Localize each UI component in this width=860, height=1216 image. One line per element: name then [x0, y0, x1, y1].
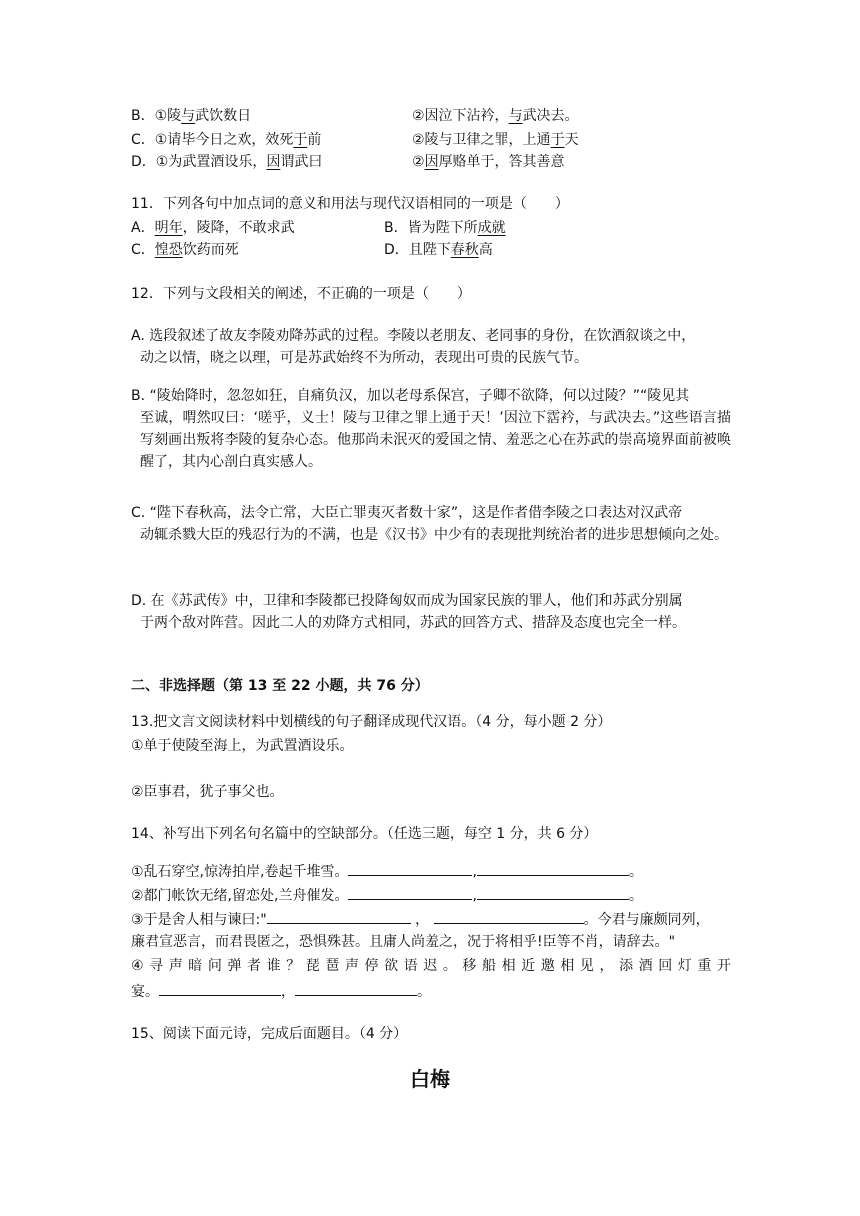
answer-blank[interactable] — [348, 860, 472, 876]
q14-item-4: ④寻声暗问弹者谁？琵琶声停欲语迟。移船相近邀相见，添酒回灯重开 — [131, 958, 731, 974]
answer-blank[interactable] — [159, 980, 281, 996]
answer-blank[interactable] — [295, 980, 417, 996]
q10-option-b-right: ②因泣下沾衿，与武决去。 — [412, 108, 579, 124]
q15-stem: 15、阅读下面元诗，完成后面题目。（4 分） — [131, 1026, 408, 1042]
q14-item-3-cont: 廉君宣恶言，而君畏匿之，恐惧殊甚。且庸人尚羞之，况于将相乎!臣等不肖，请辞去。" — [131, 934, 676, 950]
answer-blank[interactable] — [477, 884, 629, 900]
q14-item-4-cont: 宴。 ， 。 — [131, 980, 431, 1002]
poem-title: 白梅 — [410, 1067, 450, 1091]
q14-item-2: ②都门帐饮无绪,留恋处,兰舟催发。 , 。 — [131, 884, 643, 906]
q12-option-a: A. 选段叙述了故友李陵劝降苏武的过程。李陵以老朋友、老同事的身份，在饮酒叙谈之中， 动之以情，晓之以理，可是苏武始终不为所动，表现出可贵的民族气节。 — [131, 328, 696, 366]
q14-item-3: ③于是舍人相与谏曰:" ， 。今君与廉颇同列， — [131, 908, 710, 930]
q11-stem: 11．下列各句中加点词的意义和用法与现代汉语相同的一项是（ ） — [131, 196, 569, 212]
q13-sentence-1: ①单于使陵至海上，为武置酒设乐。 — [131, 738, 354, 754]
answer-blank[interactable] — [348, 884, 472, 900]
q11-option-b: B．皆为陛下所成就 — [384, 220, 506, 236]
q12-option-c: C. “陛下春秋高，法令亡常，大臣亡罪夷灭者数十家”，这是作者借李陵之口表达对汉武帝 动辄杀戮大臣的残忍行为的不满，也是《汉书》中少有的表现批判统治者的进步思想倾向之处。 — [131, 505, 728, 543]
q13-sentence-2: ②臣事君，犹子事父也。 — [131, 784, 284, 800]
q12-option-d: D. 在《苏武传》中，卫律和李陵都已投降匈奴而成为国家民族的罪人，他们和苏武分别属 于两个敌对阵营。因此二人的劝降方式相同，苏武的回答方式、措辞及态度也完全一样。 — [131, 593, 686, 631]
q11-option-a: A．明年，陵降，不敢求武 — [131, 220, 295, 236]
q13-stem: 13.把文言文阅读材料中划横线的句子翻译成现代汉语。（4 分，每小题 2 分） — [131, 714, 612, 730]
q11-option-d: D．且陛下春秋高 — [384, 242, 493, 258]
q12-option-b: B. “陵始降时，忽忽如狂，自痛负汉，加以老母系保宫，子卿不欲降，何以过陵？”“陵见其 至诚，喟然叹曰：‘嗟乎，义士！陵与卫律之罪上通于天！’因泣下霑衿，与武决去。”这些语言描写刻画出叛将李陵的复杂心态。他那尚未泯灭的爱国之情、羞恶之心在苏武的崇高境界面前被唤醒了，其内心剖白真实感人。 — [131, 388, 731, 470]
q12-stem: 12．下列与文段相关的阐述，不正确的一项是（ ） — [131, 286, 471, 302]
answer-blank[interactable] — [267, 908, 411, 924]
q14-item-1: ①乱石穿空,惊涛拍岸,卷起千堆雪。 , 。 — [131, 860, 643, 882]
q11-option-c: C．惶恐饮药而死 — [131, 242, 239, 258]
q10-option-d-right: ②因厚赂单于，答其善意 — [412, 154, 565, 170]
answer-blank[interactable] — [477, 860, 629, 876]
q10-option-d-left: D．①为武置酒设乐，因谓武曰 — [131, 154, 323, 170]
answer-blank[interactable] — [434, 908, 584, 924]
q14-stem: 14、补写出下列名句名篇中的空缺部分。（任选三题，每空 1 分，共 6 分） — [131, 826, 598, 842]
section-heading: 二、非选择题（第 13 至 22 小题，共 76 分） — [131, 678, 429, 694]
q10-option-c-right: ②陵与卫律之罪，上通于天 — [412, 132, 579, 148]
q10-option-b-left: B．①陵与武饮数日 — [131, 108, 252, 124]
q10-option-c-left: C．①请毕今日之欢，效死于前 — [131, 132, 322, 148]
